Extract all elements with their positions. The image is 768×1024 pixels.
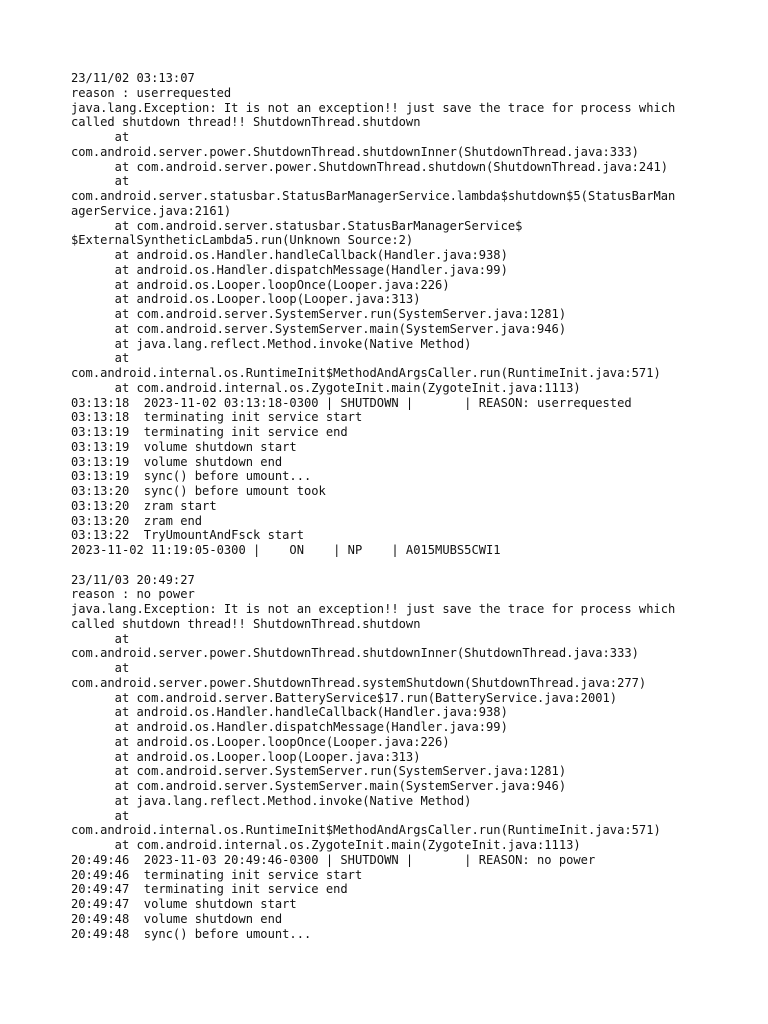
log-line: java.lang.Exception: It is not an exception!! just save the trace for process which	[71, 100, 676, 115]
log-line: at android.os.Handler.dispatchMessage(Handler.java:99)	[71, 720, 508, 734]
log-line: at	[71, 808, 130, 823]
log-line: 03:13:22 TryUmountAndFsck start	[71, 528, 304, 543]
log-line: 23/11/02 03:13:07	[71, 71, 195, 85]
log-line: 20:49:47 volume shutdown start	[71, 897, 297, 911]
log-line: 20:49:46 terminating init service start	[71, 867, 363, 882]
log-line: 03:13:19 terminating init service end	[71, 425, 348, 439]
log-line: at com.android.server.SystemServer.run(SystemServer.java:1281)	[71, 307, 567, 321]
log-line: at android.os.Handler.dispatchMessage(Handler.java:99)	[71, 262, 508, 277]
log-line: at com.android.server.SystemServer.main(SystemServer.java:946)	[71, 779, 567, 793]
log-line: 03:13:19 sync() before umount...	[71, 469, 312, 484]
log-line: agerService.java:2161)	[71, 203, 232, 218]
log-line: at	[71, 631, 130, 646]
log-text-block	[71, 71, 711, 941]
log-line: 03:13:20 zram end	[71, 513, 203, 528]
log-line: at com.android.server.SystemServer.run(SystemServer.java:1281)	[71, 764, 567, 779]
log-line: com.android.server.power.ShutdownThread.systemShutdown(ShutdownThread.java:277)	[71, 675, 647, 690]
log-line: at android.os.Looper.loopOnce(Looper.java:226)	[71, 734, 450, 749]
log-line: 2023-11-02 11:19:05-0300 | ON | NP | A015MUBS5CWI1	[71, 543, 501, 557]
log-line: at com.android.internal.os.ZygoteInit.main(ZygoteInit.java:1113)	[71, 380, 581, 395]
log-line: com.android.server.statusbar.StatusBarManagerService.lambda$shutdown$5(StatusBarMan	[71, 189, 676, 203]
log-line: at	[71, 351, 130, 366]
log-line: at	[71, 174, 130, 189]
log-line: com.android.internal.os.RuntimeInit$MethodAndArgsCaller.run(RuntimeInit.java:571)	[71, 366, 661, 380]
log-line: at com.android.server.statusbar.StatusBarManagerService$	[71, 218, 523, 233]
log-line: 03:13:18 2023-11-02 03:13:18-0300 | SHUTDOWN | | REASON: userrequested	[71, 395, 632, 410]
log-line: at android.os.Looper.loopOnce(Looper.java:226)	[71, 277, 450, 292]
log-line: 03:13:19 volume shutdown start	[71, 439, 297, 454]
log-line: java.lang.Exception: It is not an exception!! just save the trace for process which	[71, 602, 676, 616]
log-line: 20:49:48 sync() before umount...	[71, 926, 312, 941]
log-line: 03:13:19 volume shutdown end	[71, 454, 283, 469]
log-line: at com.android.server.SystemServer.main(SystemServer.java:946)	[71, 321, 567, 336]
log-line: com.android.internal.os.RuntimeInit$MethodAndArgsCaller.run(RuntimeInit.java:571)	[71, 823, 661, 838]
log-line: at com.android.internal.os.ZygoteInit.main(ZygoteInit.java:1113)	[71, 838, 581, 852]
log-line: com.android.server.power.ShutdownThread.shutdownInner(ShutdownThread.java:333)	[71, 144, 639, 159]
log-line: 20:49:48 volume shutdown end	[71, 911, 283, 926]
log-line: at android.os.Looper.loop(Looper.java:313)	[71, 292, 421, 307]
log-line: called shutdown thread!! ShutdownThread.shutdown	[71, 616, 421, 631]
log-line: at java.lang.reflect.Method.invoke(Native Method)	[71, 336, 472, 351]
log-line: at com.android.server.BatteryService$17.run(BatteryService.java:2001)	[71, 690, 618, 705]
log-line: 20:49:46 2023-11-03 20:49:46-0300 | SHUTDOWN | | REASON: no power	[71, 852, 596, 867]
log-line: at android.os.Looper.loop(Looper.java:313)	[71, 749, 421, 764]
log-line: 03:13:20 zram start	[71, 498, 217, 513]
log-line: reason : no power	[71, 587, 195, 602]
log-line: at com.android.server.power.ShutdownThread.shutdown(ShutdownThread.java:241)	[71, 159, 669, 174]
log-line: at	[71, 130, 130, 144]
log-line: at android.os.Handler.handleCallback(Handler.java:938)	[71, 248, 508, 262]
log-line: 20:49:47 terminating init service end	[71, 882, 348, 897]
log-line: 03:13:20 sync() before umount took	[71, 484, 326, 498]
log-line: com.android.server.power.ShutdownThread.shutdownInner(ShutdownThread.java:333)	[71, 646, 639, 661]
log-line: $ExternalSyntheticLambda5.run(Unknown Source:2)	[71, 233, 414, 248]
log-line: called shutdown thread!! ShutdownThread.shutdown	[71, 115, 421, 130]
log-line: at java.lang.reflect.Method.invoke(Native Method)	[71, 793, 472, 808]
blank-line	[71, 558, 711, 573]
log-line: at android.os.Handler.handleCallback(Handler.java:938)	[71, 705, 508, 720]
log-line: reason : userrequested	[71, 85, 232, 100]
log-line: 23/11/03 20:49:27	[71, 572, 195, 587]
log-line: at	[71, 661, 130, 675]
log-line: 03:13:18 terminating init service start	[71, 410, 363, 425]
